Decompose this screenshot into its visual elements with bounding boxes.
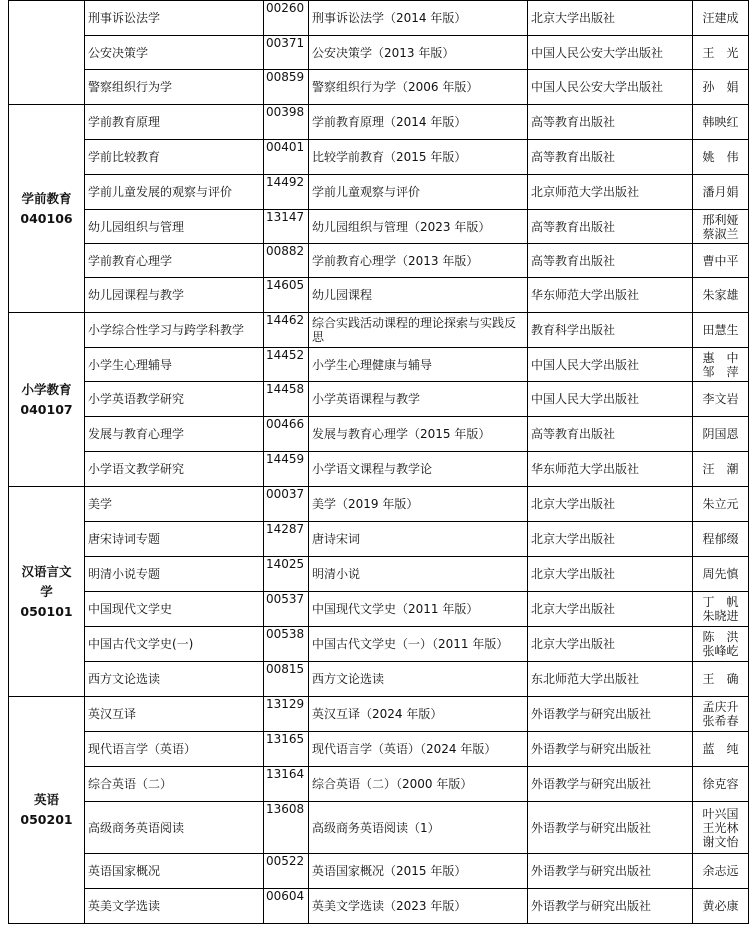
author-name: 周先慎 <box>693 557 749 592</box>
course-name: 西方文论选读 <box>85 662 264 697</box>
textbook-title: 警察组织行为学（2006 年版） <box>309 70 528 105</box>
course-name: 小学语文教学研究 <box>85 452 264 487</box>
publisher-name: 高等教育出版社 <box>528 105 693 140</box>
table-row <box>9 697 749 732</box>
publisher-name: 外语教学与研究出版社 <box>528 802 693 854</box>
course-name: 学前比较教育 <box>85 140 264 175</box>
course-code: 00815 <box>264 662 309 697</box>
publisher-name: 华东师范大学出版社 <box>528 278 693 313</box>
course-code: 13608 <box>264 802 309 854</box>
course-name: 刑事诉讼法学 <box>85 1 264 36</box>
author-name: 曹中平 <box>693 244 749 278</box>
publisher-name: 外语教学与研究出版社 <box>528 889 693 924</box>
course-name: 高级商务英语阅读 <box>85 802 264 854</box>
course-name: 美学 <box>85 487 264 522</box>
publisher-name: 北京大学出版社 <box>528 1 693 36</box>
author-name: 程郁缀 <box>693 522 749 557</box>
table-row <box>9 732 749 767</box>
publisher-name: 华东师范大学出版社 <box>528 452 693 487</box>
author-name: 孙 娟 <box>693 70 749 105</box>
textbook-title: 中国现代文学史（2011 年版） <box>309 592 528 627</box>
major-name: 汉语言文学 <box>21 563 72 599</box>
course-name: 中国现代文学史 <box>85 592 264 627</box>
author-name: 汪建成 <box>693 1 749 36</box>
course-name: 小学综合性学习与跨学科教学 <box>85 313 264 348</box>
textbook-title: 西方文论选读 <box>309 662 528 697</box>
author-name: 丁 帆 朱晓进 <box>693 592 749 627</box>
author-name: 徐克容 <box>693 767 749 802</box>
table-row <box>9 662 749 697</box>
publisher-name: 中国人民公安大学出版社 <box>528 36 693 70</box>
textbook-title: 现代语言学（英语）（2024 年版） <box>309 732 528 767</box>
table-row <box>9 313 749 348</box>
table-row <box>9 854 749 889</box>
course-code: 00537 <box>264 592 309 627</box>
author-name: 孟庆升 张希春 <box>693 697 749 732</box>
course-code: 13164 <box>264 767 309 802</box>
major-code: 040107 <box>20 401 73 417</box>
course-code: 00398 <box>264 105 309 140</box>
textbook-title: 小学语文课程与教学论 <box>309 452 528 487</box>
author-name: 邢利娅 蔡淑兰 <box>693 210 749 244</box>
table-row <box>9 382 749 417</box>
author-name: 阴国恩 <box>693 417 749 452</box>
course-code: 14492 <box>264 175 309 210</box>
author-name: 王 确 <box>693 662 749 697</box>
course-code: 00401 <box>264 140 309 175</box>
textbook-title: 公安决策学（2013 年版） <box>309 36 528 70</box>
table-row <box>9 348 749 382</box>
textbook-title: 英语国家概况（2015 年版） <box>309 854 528 889</box>
publisher-name: 高等教育出版社 <box>528 244 693 278</box>
course-code: 13165 <box>264 732 309 767</box>
textbook-title: 刑事诉讼法学（2014 年版） <box>309 1 528 36</box>
course-name: 中国古代文学史(一) <box>85 627 264 662</box>
major-code: 050201 <box>20 812 73 827</box>
major-code: 050101 <box>20 603 73 619</box>
author-name: 韩映红 <box>693 105 749 140</box>
course-code: 14459 <box>264 452 309 487</box>
publisher-name: 中国人民大学出版社 <box>528 382 693 417</box>
major-name: 小学教育 <box>21 381 72 397</box>
publisher-name: 高等教育出版社 <box>528 140 693 175</box>
course-code: 14458 <box>264 382 309 417</box>
textbook-title: 小学英语课程与教学 <box>309 382 528 417</box>
publisher-name: 中国人民大学出版社 <box>528 348 693 382</box>
publisher-name: 高等教育出版社 <box>528 210 693 244</box>
author-name: 朱家雄 <box>693 278 749 313</box>
course-code: 00522 <box>264 854 309 889</box>
author-name: 汪 潮 <box>693 452 749 487</box>
course-code: 00260 <box>264 1 309 36</box>
course-name: 警察组织行为学 <box>85 70 264 105</box>
textbook-title: 幼儿园组织与管理（2023 年版） <box>309 210 528 244</box>
textbook-title: 学前教育心理学（2013 年版） <box>309 244 528 278</box>
table-row <box>9 592 749 627</box>
table-row <box>9 767 749 802</box>
table-row <box>9 417 749 452</box>
table-row <box>9 36 749 70</box>
publisher-name: 中国人民公安大学出版社 <box>528 70 693 105</box>
table-row <box>9 175 749 210</box>
course-name: 幼儿园课程与教学 <box>85 278 264 313</box>
table-row <box>9 522 749 557</box>
publisher-name: 外语教学与研究出版社 <box>528 767 693 802</box>
course-code: 14287 <box>264 522 309 557</box>
publisher-name: 外语教学与研究出版社 <box>528 854 693 889</box>
major-code: 040106 <box>20 210 73 226</box>
textbook-title: 唐诗宋词 <box>309 522 528 557</box>
course-name: 英汉互译 <box>85 697 264 732</box>
table-row <box>9 802 749 854</box>
author-name: 姚 伟 <box>693 140 749 175</box>
author-name: 朱立元 <box>693 487 749 522</box>
author-name: 李文岩 <box>693 382 749 417</box>
course-name: 幼儿园组织与管理 <box>85 210 264 244</box>
course-code: 00882 <box>264 244 309 278</box>
textbook-title: 学前教育原理（2014 年版） <box>309 105 528 140</box>
textbook-title: 美学（2019 年版） <box>309 487 528 522</box>
course-code: 00604 <box>264 889 309 924</box>
publisher-name: 北京大学出版社 <box>528 487 693 522</box>
major-cell <box>9 697 85 924</box>
course-name: 学前教育原理 <box>85 105 264 140</box>
textbook-title: 比较学前教育（2015 年版） <box>309 140 528 175</box>
major-cell <box>9 1 85 105</box>
publisher-name: 北京师范大学出版社 <box>528 175 693 210</box>
author-name: 惠 中 邹 萍 <box>693 348 749 382</box>
publisher-name: 高等教育出版社 <box>528 417 693 452</box>
course-name: 小学生心理辅导 <box>85 348 264 382</box>
major-cell <box>9 105 85 313</box>
course-name: 公安决策学 <box>85 36 264 70</box>
textbook-title: 高级商务英语阅读（1） <box>309 802 528 854</box>
author-name: 王 光 <box>693 36 749 70</box>
table-row <box>9 557 749 592</box>
author-name: 蓝 纯 <box>693 732 749 767</box>
publisher-name: 外语教学与研究出版社 <box>528 732 693 767</box>
table-row <box>9 889 749 924</box>
table-row <box>9 70 749 105</box>
table-row <box>9 278 749 313</box>
major-name: 学前教育 <box>21 190 72 206</box>
table-row <box>9 244 749 278</box>
major-cell <box>9 313 85 487</box>
textbook-title: 明清小说 <box>309 557 528 592</box>
course-code: 14025 <box>264 557 309 592</box>
table-row <box>9 210 749 244</box>
course-code: 14605 <box>264 278 309 313</box>
table-row <box>9 105 749 140</box>
author-name: 黄必康 <box>693 889 749 924</box>
course-code: 00538 <box>264 627 309 662</box>
textbook-title: 英美文学选读（2023 年版） <box>309 889 528 924</box>
table-row <box>9 140 749 175</box>
textbook-title: 学前儿童观察与评价 <box>309 175 528 210</box>
course-code: 13147 <box>264 210 309 244</box>
author-name: 陈 洪 张峰屹 <box>693 627 749 662</box>
table-row <box>9 487 749 522</box>
table-row <box>9 1 749 36</box>
textbook-title: 幼儿园课程 <box>309 278 528 313</box>
course-name: 英语国家概况 <box>85 854 264 889</box>
textbook-title: 小学生心理健康与辅导 <box>309 348 528 382</box>
publisher-name: 北京大学出版社 <box>528 627 693 662</box>
table-row <box>9 627 749 662</box>
course-code: 14462 <box>264 313 309 348</box>
course-table <box>8 0 749 924</box>
textbook-title: 综合英语（二）（2000 年版） <box>309 767 528 802</box>
course-name: 学前儿童发展的观察与评价 <box>85 175 264 210</box>
course-name: 英美文学选读 <box>85 889 264 924</box>
course-code: 00037 <box>264 487 309 522</box>
textbook-title: 综合实践活动课程的理论探索与实践反思 <box>309 313 528 348</box>
course-name: 唐宋诗词专题 <box>85 522 264 557</box>
publisher-name: 外语教学与研究出版社 <box>528 697 693 732</box>
publisher-name: 北京大学出版社 <box>528 592 693 627</box>
publisher-name: 北京大学出版社 <box>528 522 693 557</box>
textbook-title: 中国古代文学史（一）（2011 年版） <box>309 627 528 662</box>
textbook-title: 英汉互译（2024 年版） <box>309 697 528 732</box>
course-name: 小学英语教学研究 <box>85 382 264 417</box>
author-name: 余志远 <box>693 854 749 889</box>
publisher-name: 北京大学出版社 <box>528 557 693 592</box>
course-name: 综合英语（二） <box>85 767 264 802</box>
course-code: 14452 <box>264 348 309 382</box>
author-name: 叶兴国 王光林 谢文怡 <box>693 802 749 854</box>
course-name: 发展与教育心理学 <box>85 417 264 452</box>
publisher-name: 东北师范大学出版社 <box>528 662 693 697</box>
course-code: 00859 <box>264 70 309 105</box>
textbook-title: 发展与教育心理学（2015 年版） <box>309 417 528 452</box>
course-table-body <box>9 1 749 924</box>
course-name: 现代语言学（英语） <box>85 732 264 767</box>
course-name: 学前教育心理学 <box>85 244 264 278</box>
course-code: 13129 <box>264 697 309 732</box>
author-name: 田慧生 <box>693 313 749 348</box>
major-cell <box>9 487 85 697</box>
course-name: 明清小说专题 <box>85 557 264 592</box>
major-name: 英语 <box>33 792 59 807</box>
course-code: 00466 <box>264 417 309 452</box>
author-name: 潘月娟 <box>693 175 749 210</box>
table-row <box>9 452 749 487</box>
publisher-name: 教育科学出版社 <box>528 313 693 348</box>
course-code: 00371 <box>264 36 309 70</box>
